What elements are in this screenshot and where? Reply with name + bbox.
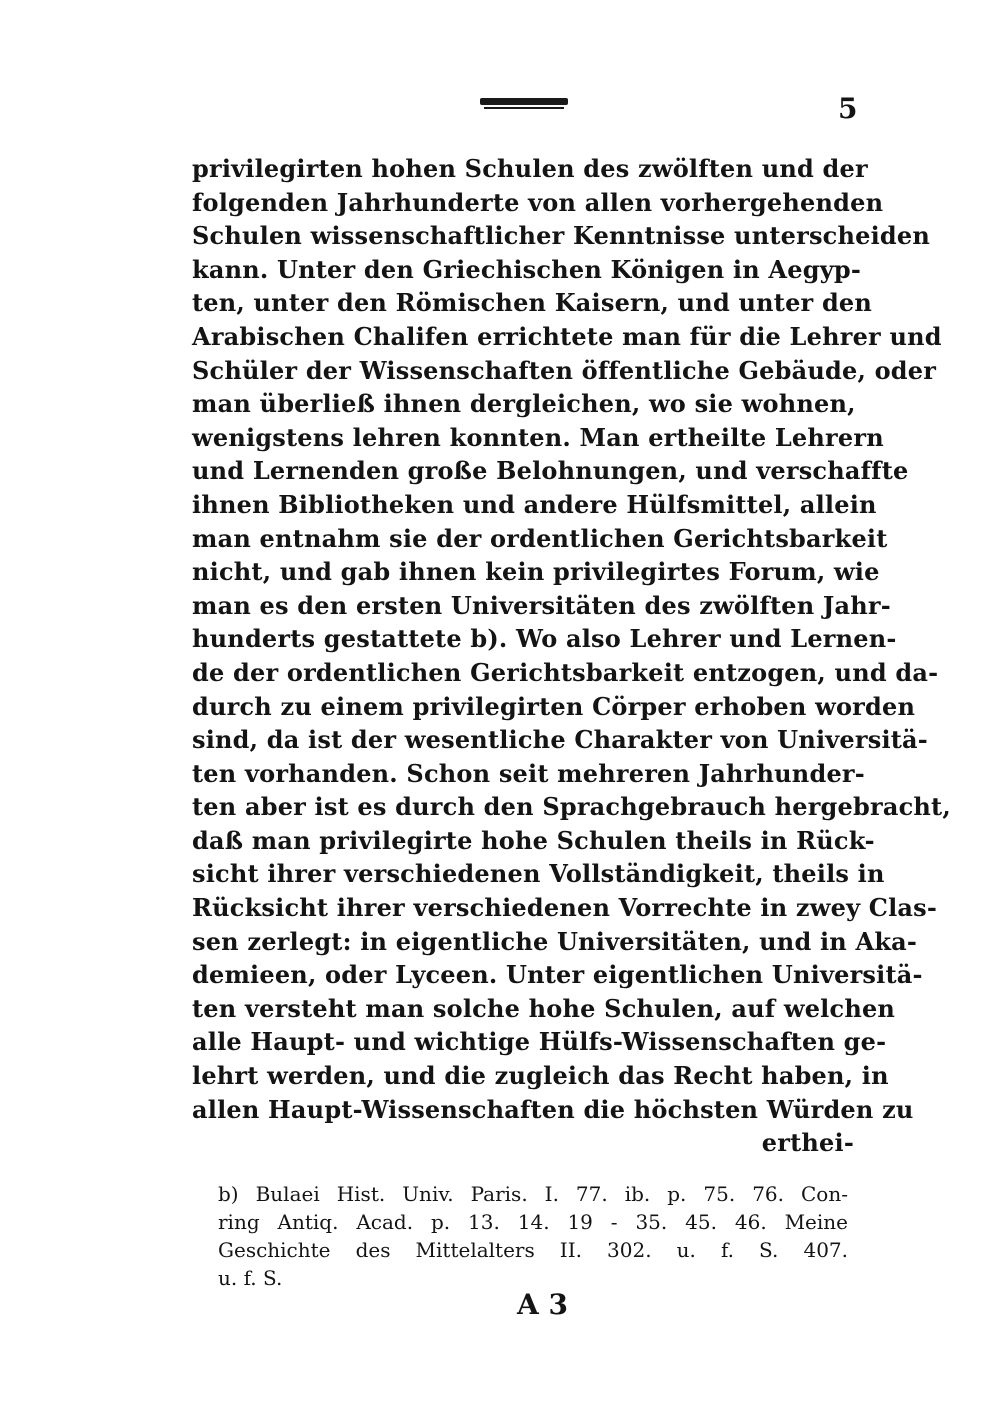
text-line: lehrt werden, und die zugleich das Recht haben, in [192,1061,889,1091]
text-line: ten vorhanden. Schon seit mehreren Jahrhunder- [192,758,865,788]
text-line: daß man privilegirte hohe Schulen theils in Rück- [192,825,875,855]
text-line: nicht, und gab ihnen kein privilegirtes Forum, wie [192,557,880,587]
footnote-line: b) Bulaei Hist. Univ. Paris. I. 77. ib. p. 75. 76. Con- [218,1182,848,1206]
signature-mark: A 3 [517,1288,568,1321]
text-line: man es den ersten Universitäten des zwölften Jahr- [192,590,891,620]
text-line: sicht ihrer verschiedenen Vollständigkeit, theils in [192,859,885,889]
footnote-line: ring Antiq. Acad. p. 13. 14. 19 - 35. 45. 46. Meine [218,1210,848,1234]
header-ornament-rule [480,98,568,105]
text-line: sind, da ist der wesentliche Charakter von Universitä- [192,725,928,755]
body-text [192,152,951,1160]
text-line: wenigstens lehren konnten. Man ertheilte Lehrern [192,422,884,452]
text-line: folgenden Jahrhunderte von allen vorhergehenden [192,187,884,217]
text-line: und Lernenden große Belohnungen, und verschaffte [192,456,909,486]
footnote-line: u. f. S. [218,1266,283,1290]
page-number: 5 [838,92,858,125]
text-line: alle Haupt- und wichtige Hülfs-Wissenschaften ge- [192,1027,887,1057]
text-line: sen zerlegt: in eigentliche Universitäten, und in Aka- [192,926,918,956]
text-line: privilegirten hohen Schulen des zwölften und der [192,154,868,183]
text-line: ten, unter den Römischen Kaisern, und unter den [192,288,873,318]
footnote-line: Geschichte des Mittelalters II. 302. u. f. S. 407. [218,1238,848,1262]
text-line: ten versteht man solche hohe Schulen, auf welchen [192,993,896,1023]
text-line: Schulen wissenschaftlicher Kenntnisse unterscheiden [192,221,931,251]
text-line: Schüler der Wissenschaften öffentliche Gebäude, oder [192,355,937,385]
text-line: man überließ ihnen dergleichen, wo sie wohnen, [192,389,856,419]
text-line: Rücksicht ihrer verschiedenen Vorrechte in zwey Clas- [192,893,938,923]
catchword-line: erthei- [761,1128,854,1158]
footnote-block [218,1180,848,1292]
text-line: ihnen Bibliotheken und andere Hülfsmittel, allein [192,489,877,519]
text-line: ten aber ist es durch den Sprachgebrauch hergebracht, [192,792,951,822]
text-line: Arabischen Chalifen errichtete man für die Lehrer und [192,321,942,351]
text-line: kann. Unter den Griechischen Königen in Aegyp- [192,254,861,284]
text-line: durch zu einem privilegirten Cörper erhoben worden [192,691,916,721]
text-line: hunderts gestattete b). Wo also Lehrer und Lernen- [192,624,897,654]
text-line: allen Haupt-Wissenschaften die höchsten Würden zu [192,1094,914,1124]
text-line: man entnahm sie der ordentlichen Gerichtsbarkeit [192,523,888,553]
text-line: demieen, oder Lyceen. Unter eigentlichen Universitä- [192,960,923,990]
text-line: de der ordentlichen Gerichtsbarkeit entzogen, und da- [192,657,939,687]
